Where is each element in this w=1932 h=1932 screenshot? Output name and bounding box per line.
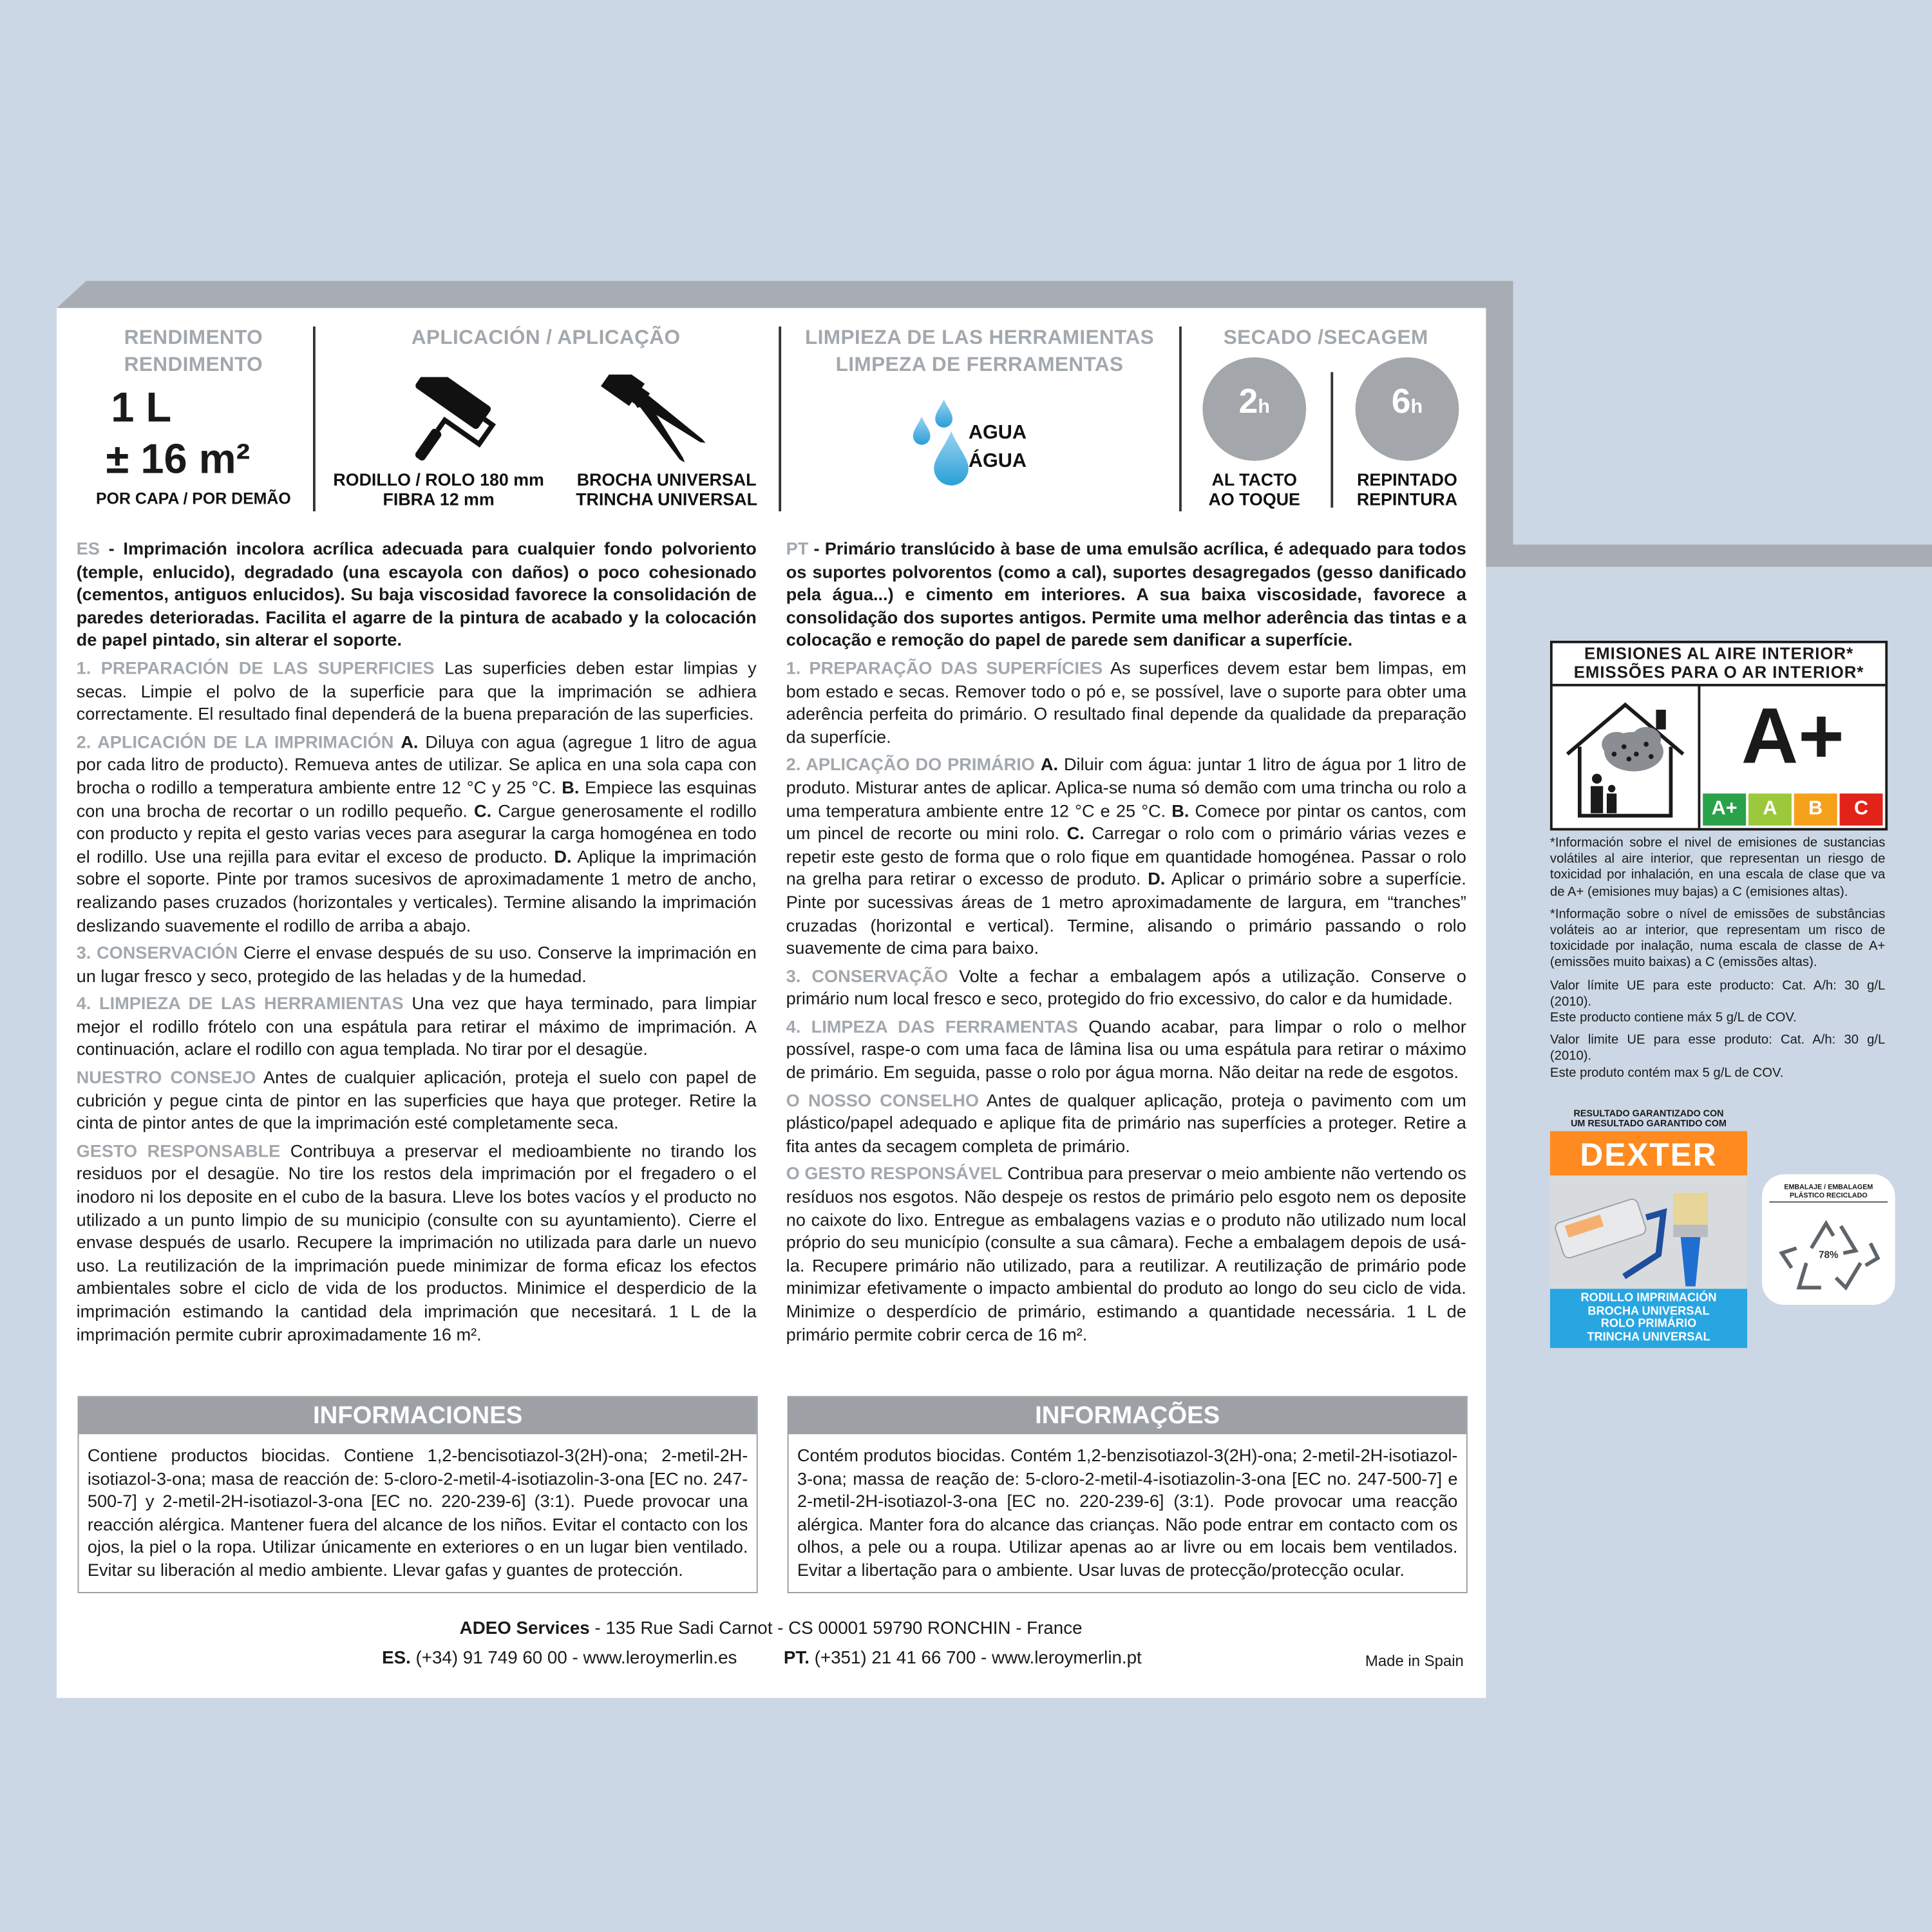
section-heading: GESTO RESPONSABLE [76,1142,281,1162]
emissions-title-pt: EMISSÕES PARA O AR INTERIOR* [1573,663,1864,682]
emissions-scale [1701,793,1884,826]
brush-icon [579,375,714,468]
recycled-percent: 78% [1819,1249,1839,1261]
yield-coverage: ± 16 m² [106,436,251,484]
made-in-label: Made in Spain [1365,1652,1464,1670]
touch-dry-label-es: AL TACTO [1211,469,1297,489]
roller-label-1: RODILLO / ROLO 180 mm [333,469,544,489]
info-box-pt [788,1396,1468,1593]
water-label-pt: ÁGUA [968,451,1027,472]
section-heading: 4. LIMPEZA DAS FERRAMENTAS [786,1018,1078,1037]
recoat-time: 6 [1391,382,1411,421]
step-letter: B. [562,779,580,799]
dexter-item: ROLO PRIMÁRIO [1600,1317,1697,1331]
recoat-label-es: REPINTADO [1357,469,1457,489]
product-description-es: - Imprimación incolora acrílica adecuada para cualquier fondo polvoriento (temple, enlucido), degradado (una escayola con daños) o poco cohesionado (cementos, antiguos enlucidos). Su baja viscosidad favorece la consolidación de paredes deterioradas. Facilita el agarre de la pintura de acabado y la colocación de papel pintado, sin alterar el soporte. [76,540,757,651]
guarantee-text-pt: UM RESULTADO GARANTIDO COM [1571,1117,1727,1129]
step-letter: C. [1066,824,1084,844]
info-text-pt: Contém produtos biocidas. Contém 1,2-benzisotiazol-3(2H)-ona; 2-metil-2H-isotiazol-3-ona; massa de reação de: 5-cloro-2-metil-4-isotiazolin-3-ona [EC no. 247-500-7] e 2-metil-2H-isotiazol-3-ona [EC no. 220-239-6] (3:1). Pode provocar uma reacção alérgica. Manter fora do alcance das crianças. Não pode entrar em contacto com os olhos, a pele ou a roupa. Utilizar apenas ao ar livre ou em locais bem ventilados. Evitar a libertação para o ambiente. Usar luvas de protecção/protecção ocular. [797,1446,1458,1581]
dexter-logo: DEXTER [1550,1131,1747,1175]
yield-volume: 1 L [111,384,172,431]
recoat-label-pt: REPINTURA [1356,489,1458,509]
emissions-rating: A+ [1741,691,1844,781]
touch-dry-unit: h [1258,397,1270,418]
info-text-es: Contiene productos biocidas. Contiene 1,2-bencisotiazol-3(2H)-ona; 2-metil-2H-isotiazol-3-ona; masa de reacción de: 5-cloro-2-metil-4-isotiazolin-3-ona [EC no. 247-500-7] y 2-metil-2H-isotiazol-3-ona [EC no. 220-239-6] (3:1). Puede provocar una reacción alérgica. Mantener fuera del alcance de los niños. Evitar el contacto con los ojos, la piel o la ropa. Utilizar únicamente en exteriores o en un lugar bien ventilado. Evitar su liberación al medio ambiente. Llevar gafas y guantes de protección. [87,1446,748,1581]
dexter-item: BROCHA UNIVERSAL [1587,1304,1710,1318]
step-letter: A. [1040,755,1059,776]
recycled-plastic-badge [1762,1174,1895,1305]
application-section [316,323,777,517]
header-divider [779,327,781,511]
company-name: ADEO Services [459,1619,590,1639]
brush-label-1: BROCHA UNIVERSAL [576,469,757,489]
emissions-scale-item: C [1840,793,1883,826]
water-label-es: AGUA [968,422,1027,444]
dexter-badge [1550,1109,1747,1348]
dexter-item: RODILLO IMPRIMACIÓN [1580,1291,1717,1305]
emissions-note-pt: *Informação sobre o nível de emissões de substâncias voláteis ao ar interior, que representam um risco de toxicidade por inalação, numa escala de classe de A+ (emissões muito baixas) a C (emissões altas). [1549,906,1886,971]
section-text: Diluya con agua (agregue 1 litro de agua por cada litro de producto). Remueva antes de utilizar. Se aplica en una sola capa con brocha o rodillo a temperatura ambiente entre 12 °C y 25 °C. [76,732,757,799]
emissions-title-es: EMISIONES AL AIRE INTERIOR* [1584,644,1854,663]
drying-title: SECADO /SECAGEM [1223,327,1428,349]
voc-limit-es: Valor límite UE para este producto: Cat. A/h: 30 g/L (2010). [1549,978,1886,1009]
yield-title-es: RENDIMENTO [124,327,263,349]
house-icon [1553,685,1698,828]
section-text: Aplique la imprimación sobre el soporte. Pinte por tramos sucesivos de aproximadamente 1 metro de ancho, realizando pases cruzados (horizontales y verticales). Termine alisando la imprimación deslizando suavemente el rodillo de arriba a abajo. [76,847,757,936]
step-letter: B. [1171,801,1189,822]
voc-limit-pt: Valor limite UE para esse produto: Cat. A/h: 30 g/L (2010). [1549,1032,1886,1065]
emissions-label [1550,641,1888,831]
recycled-label-1: EMBALAJE / EMBALAGEM [1784,1184,1873,1192]
yield-section [77,323,311,517]
emissions-scale-item: A+ [1703,793,1746,826]
emissions-scale-item: B [1794,793,1837,826]
section-text: Antes de cualquier aplicación, proteja el suelo con papel de cubrición y pegue cinta de pintor en las superficies que haya que proteger. Retire la cinta de pintor antes de que la imprimación esté completamente seca. [76,1068,757,1134]
section-heading: O NOSSO CONSELHO [786,1091,980,1112]
spanish-text-column [77,538,757,1352]
company-address [460,1619,1083,1639]
yield-per-coat: POR CAPA / POR DEMÃO [96,489,291,508]
roller-label-2: FIBRA 12 mm [383,489,495,509]
section-text: Carregar o rolo com o primário várias vezes e repetir este gesto de forma que o rolo fique em quantidade homogénea. Passar o rolo na grelha para retirar o excesso de produto. [786,824,1466,891]
drying-divider [1331,372,1332,507]
dexter-item: TRINCHA UNIVERSAL [1587,1330,1710,1344]
roller-and-brush-image [1550,1175,1747,1289]
section-heading: 2. APLICAÇÃO DO PRIMÁRIO [786,755,1035,776]
section-text: Cargue generosamente el rodillo con producto y repita el gesto varias veces para asegurar la carga homogénea en todo el rodillo. Use una rejilla para evitar el exceso de producto. [76,801,757,867]
info-title-es: INFORMACIONES [79,1397,756,1434]
yield-title-pt: RENDIMENTO [124,354,263,376]
voc-content-pt: Este produto contém max 5 g/L de COV. [1549,1065,1784,1081]
section-heading: 3. CONSERVAÇÃO [786,967,949,987]
section-text: Quando acabar, para limpar o rolo o melhor possível, raspe-o com uma faca de lâmina lisa ou uma espátula para retirar o máximo de primário. Em seguida, passe o rolo por água morna. Não deitar na rede de esgotos. [786,1018,1466,1083]
touch-dry-clock-icon [1202,357,1306,461]
language-code-pt: PT [786,540,809,560]
section-heading: 1. PREPARACIÓN DE LAS SUPERFICIES [76,659,435,679]
info-box-es [78,1396,758,1593]
drying-section [1183,323,1469,517]
contact-code-es: ES. [382,1648,411,1669]
section-text: Empiece las esquinas con una brocha de recortar o un rodillo pequeño. [76,779,757,822]
header-divider [313,327,315,511]
section-text: Aplicar o primário sobre a superfície. Pinte por sucessivas áreas de 1 metro aproximadamente de largura, em “tranches” cruzadas (horizontal e vertical). Termine, alisando o primário passando o rolo suavemente de cima para baixo. [786,870,1466,959]
portuguese-text-column [786,538,1466,1352]
contact-text-pt: (+351) 21 41 66 700 - www.leroymerlin.pt [809,1648,1142,1669]
recoat-clock-icon [1356,357,1459,461]
section-text: As superfices devem estar bem limpas, em bom estado e secas. Remover todo o pó e, se possível, lave o suporte para obter uma aderência perfeita do primário. O resultado final depende da qualidade da preparação da superfície. [786,659,1466,748]
address-text: - 135 Rue Sadi Carnot - CS 00001 59790 RONCHIN - France [589,1619,1083,1639]
info-title-pt: INFORMAÇÕES [789,1397,1466,1434]
section-heading: 1. PREPARAÇÃO DAS SUPERFÍCIES [786,659,1103,679]
contact-text-es: (+34) 91 749 60 00 - www.leroymerlin.es [410,1648,737,1669]
emissions-note-es: *Información sobre el nivel de emisiones de sustancias volátiles al aire interior, que representan un riesgo de toxicidad por inhalación, en una escala de clase que va de A+ (emisiones muy bajas) a C (emisiones altas). [1549,835,1886,899]
section-text: Comece por pintar os cantos, com um pincel de recorte ou mini rolo. [786,801,1466,844]
section-text: Cierre el envase después de su uso. Conserve la imprimación en un lugar fresco y seco, protegido de las heladas y de la humedad. [76,943,757,987]
touch-dry-time: 2 [1238,382,1258,421]
recycled-label-2: PLÁSTICO RECICLADO [1789,1193,1868,1200]
cleaning-section [781,323,1178,517]
section-heading: O GESTO RESPONSÁVEL [786,1164,1003,1185]
emissions-scale-item: A [1748,793,1792,826]
section-text: Volte a fechar a embalagem após a utilização. Conserve o primário num local fresco e seco, protegido do frio excessivo, do calor e da humidade. [786,967,1466,1010]
step-letter: D. [1148,870,1166,891]
contact-es [382,1649,737,1669]
section-text: Contribua para preservar o meio ambiente não vertendo os resíduos nos esgotos. Não despeje os restos de primário pelo esgoto nem os deposite no caixote do lixo. Entregue as embalagens vazias e o produto não utilizado num local próprio do seu município (consulte a sua câmara). Feche a embalagem depois de usá-la. Recupere primário não utilizado, para a reutilizar. A reutilização de primário pode minimizar efetivamente o impacto ambiental do produto ao longo do seu ciclo de vida. Minimize o desperdício de primário, estimando a quantidade necessária. 1 L de primário permite cobrir cerca de 16 m². [786,1164,1466,1345]
application-title: APLICACIÓN / APLICAÇÃO [411,327,681,349]
cleaning-title-es: LIMPIEZA DE LAS HERRAMIENTAS [804,327,1155,349]
section-text: Antes de qualquer aplicação, proteja o pavimento com um plástico/papel adequado e aplique fita de primário nas superfícies a proteger. Retire a fita antes da secagem completa de primário. [786,1091,1466,1157]
brush-label-2: TRINCHA UNIVERSAL [576,489,757,509]
guarantee-text-es: RESULTADO GARANTIZADO CON [1573,1108,1724,1119]
header-divider [1179,327,1181,511]
section-heading: NUESTRO CONSEJO [76,1068,256,1088]
section-heading: 2. APLICACIÓN DE LA IMPRIMACIÓN [76,732,394,753]
dexter-products [1550,1289,1747,1348]
step-letter: C. [474,801,492,822]
emissions-notes [1550,835,1885,1088]
step-letter: A. [401,732,419,753]
language-code-es: ES [76,540,100,560]
section-text: Contribuya a preservar el medioambiente no tirando los residuos por el desagüe. No tire los restos dela imprimación por el fregadero o el inodoro ni los deposite en el cubo de la basura. Lleve los botes vacíos y el producto no utilizado a un punto limpio de su municipio (consulte con su ayuntamiento). Cierre el envase después de usarlo. Recupere la imprimación no utilizada para darle un nuevo uso. La reutilización de la imprimación puede minimizar de forma eficaz los efectos ambientales sobre el ciclo de vida de los productos. Minimice el desperdicio de la imprimación estimando la cantidad dela imprimación que necesitará. 1 L de la imprimación permite cubrir aproximadamente 16 m². [76,1142,757,1345]
section-heading: 3. CONSERVACIÓN [76,943,238,964]
recoat-unit: h [1410,397,1423,418]
section-text: Diluir com água: juntar 1 litro de água por 1 litro de produto. Misturar antes de aplicar. Aplica-se numa só demão com uma trincha ou rolo a uma temperatura ambiente entre 12 °C e 25 °C. [786,755,1466,822]
voc-content-es: Este producto contiene máx 5 g/L de COV. [1549,1010,1797,1025]
section-heading: 4. LIMPIEZA DE LAS HERRAMIENTAS [76,994,404,1015]
step-letter: D. [554,847,572,867]
cleaning-title-pt: LIMPEZA DE FERRAMENTAS [835,354,1124,376]
product-description-pt: - Primário translúcido à base de uma emulsão acrílica, é adequado para todos os suportes polvorentos (como a cal), suportes desagregados (gesso danificado pela água...) e cimento em interiores. A sua baixa viscosidade, favorece a consolidação dos suportes antigos. Permite uma melhor aderência das tintas e a colocação e remoção do papel de parede sem danificar a superfície. [786,540,1466,651]
section-text: Una vez que haya terminado, para limpiar mejor el rodillo frótelo con una espátula para retirar el máximo de imprimación. A continuación, aclare el rodillo con agua templada. No tirar por el desagüe. [76,994,757,1061]
section-text: Las superficies deben estar limpias y secas. Limpie el polvo de la superficie para que la imprimación se adhiera correctamente. El resultado final dependerá de la buena preparación de las superficies. [76,659,757,725]
touch-dry-label-pt: AO TOQUE [1208,489,1300,509]
contact-pt [784,1649,1142,1669]
contact-code-pt: PT. [783,1648,810,1669]
roller-icon [387,377,498,466]
